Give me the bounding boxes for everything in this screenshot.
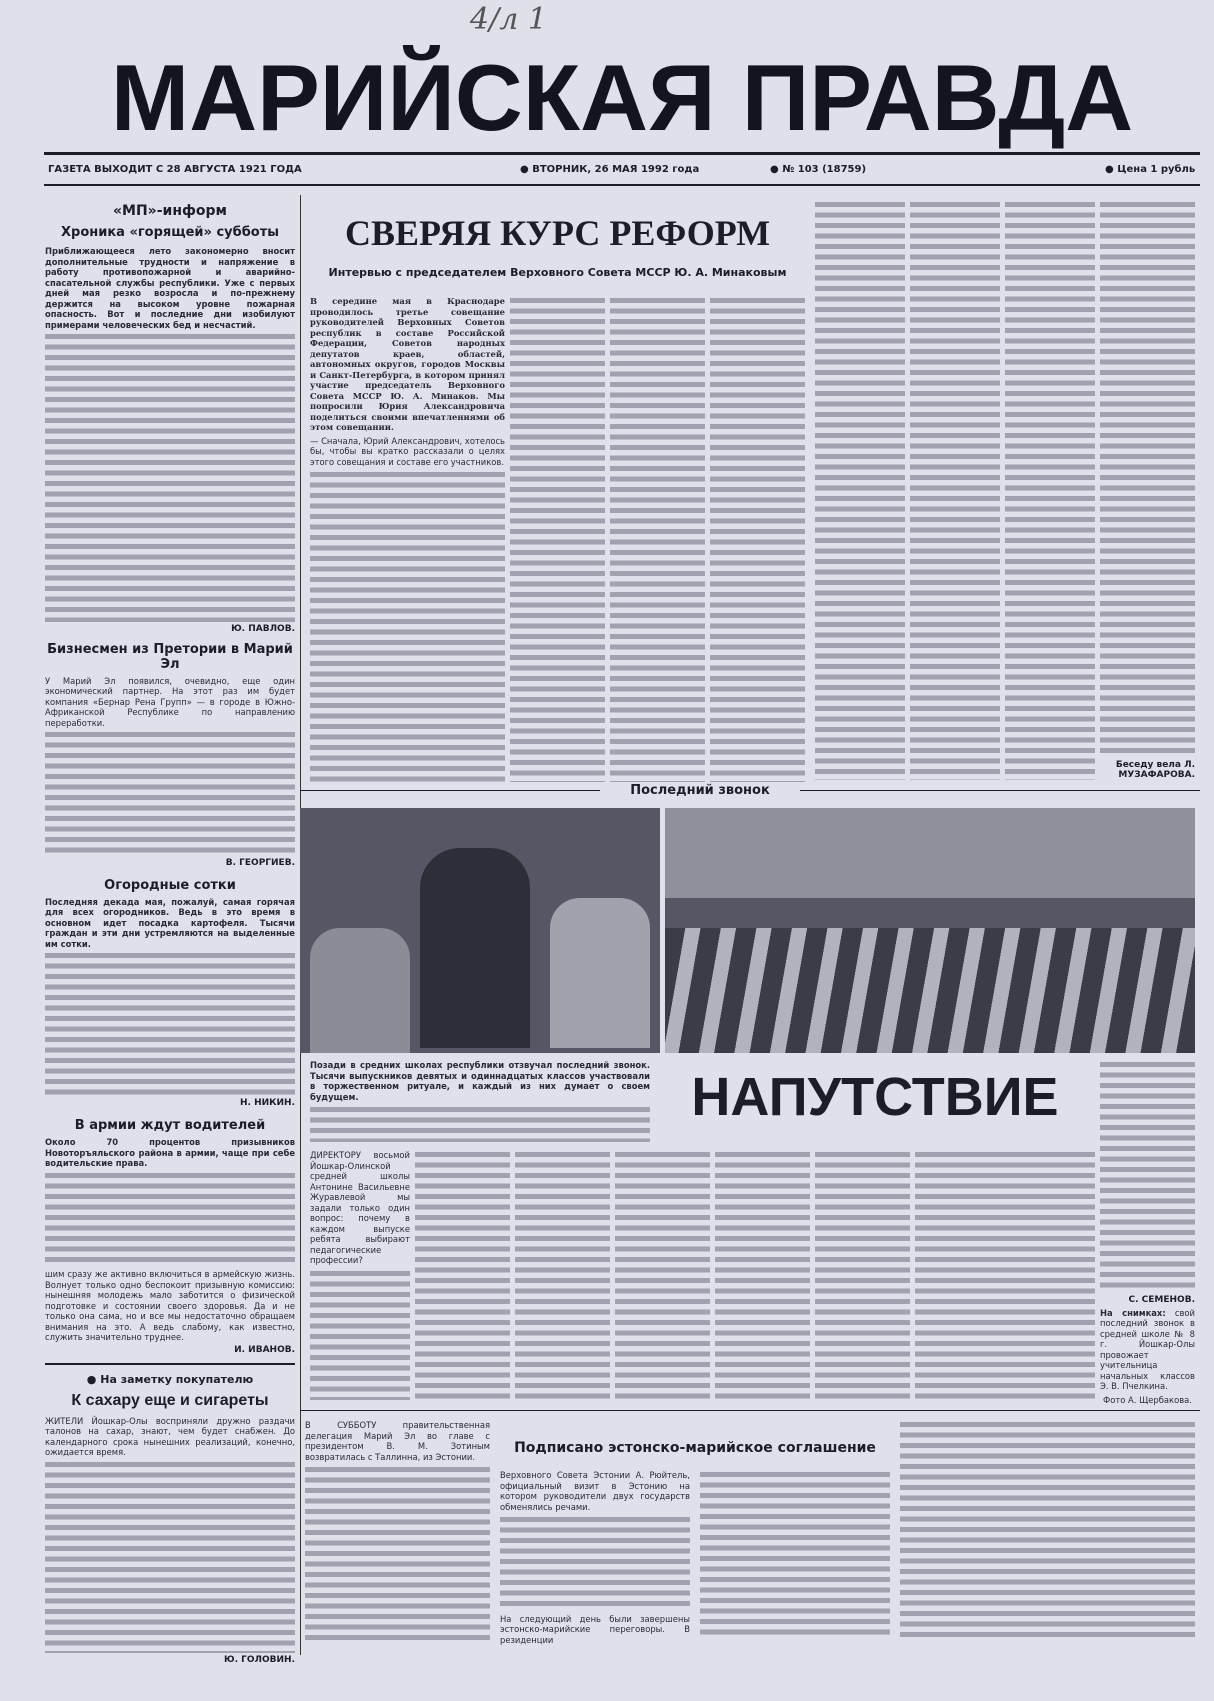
masthead-title: МАРИЙСКАЯ ПРАВДА: [110, 45, 1134, 150]
naputstvie-lead: ДИРЕКТОРУ восьмой Йошкар-Олинской средней школы Антонине Васильевне Журавлевой мы задали только один вопрос: почему в каждом выпуске ребята выбирают педагогические профессии?: [310, 1150, 410, 1265]
byline: С. СЕМЕНОВ.: [1128, 1294, 1195, 1305]
price: Цена 1 рубль: [1117, 164, 1196, 175]
agreement-lead: Верховного Совета Эстонии А. Рюйтель, официальный визит в Эстонию на котором руководители двух государств обменялись речами.: [500, 1470, 690, 1512]
interview-lead: В середине мая в Краснодаре проводилось третье совещание руководителей Верховных Советов республик в составе Российской Федерации, Советов народных депутатов краев, областей, автономных округов, городов Москвы и Санкт-Петербурга, в котором принял участие председатель Верховного Совета МССР Ю. А. Минаков. Мы попросили Юрия Александровича поделиться своими впечатлениями об этом совещании.: [310, 296, 505, 432]
divider: [44, 152, 1200, 155]
naputstvie-intro: Позади в средних школах республики отзвучал последний звонок. Тысячи выпускников девятых и одиннадцатых классов участвовали в торжественном ритуале, и каждый из них думает о своем будущем.: [310, 1060, 650, 1102]
headline: Огородные сотки: [104, 877, 236, 893]
naputstvie-headline: НАПУТСТВИЕ: [691, 1067, 1059, 1127]
byline: Ю. ПАВЛОВ.: [231, 623, 295, 634]
interview-question: — Сначала, Юрий Александрович, хотелось бы, чтобы вы кратко рассказали о целях этого совещания и составе его участников.: [310, 435, 505, 467]
byline: В. ГЕОРГИЕВ.: [225, 857, 295, 868]
delegation-text: В СУББОТУ правительственная делегация Марий Эл во главе с президентом В. М. Зотиным возвратилась с Таллинна, из Эстонии.: [305, 1420, 490, 1462]
caption-label: На снимках:: [1100, 1307, 1166, 1318]
article-lead: ЖИТЕЛИ Йошкар-Олы восприняли дружно раздачи талонов на сахар, знают, чем будет снабжен. До календарного срока нынешних реализаций, конечно, ожидается время.: [45, 1415, 295, 1458]
byline: Н. НИКИН.: [240, 1098, 295, 1109]
left-column: «МП»-информ Хроника «горящей» субботы Приближающееся лето закономерно вносит дополнительные трудности и напряжение в работу противопожарной и аварийно-спасательной службы республики. Уже с первых дней мая резко возросла и по-прежнему держится на высоком уровне пожарная опасность. Вот и последние дни изобилуют примерами человеческих бед и несчастий. Ю. ПАВЛОВ. Бизнесмен из Претории в Марий Эл У Марий Эл появился, очевидно, еще один экономический партнер. На этот раз им будет компания «Бернар Рена Групп» — в городе в Южно-Африканской Республике по направлению переработки. В. ГЕОРГИЕВ. Огородные сотки Последняя декада мая, пожалуй, самая горячая для всех огородников. Ведь в это время в основном идет посадка картофеля. Тысячи граждан и эти дни устремляются на выделенные им сотки. Н. НИКИН. В армии ждут водителей Около 70 процентов призывников Новоторъяльского района в армии, чаще при себе водительские права. шим сразу же активно включиться в армейскую жизнь. Волнует только одно беспокоит призывную комиссию: нынешняя молодежь мало заботится о физической подготовке и состоянии своего здоровья. Да и не только она сама, но и все мы недостаточно обращаем внимания на это. А ведь слабому, как известно, служить значительно труднее. И. ИВАНОВ. ● На заметку покупателю К сахару еще и сигареты ЖИТЕЛИ Йошкар-Олы восприняли дружно раздачи талонов на сахар, знают, чем будет снабжен. До календарного срока нынешних реализаций, конечно, ожидается время. Ю. ГОЛОВИН.: [45, 203, 295, 1665]
rubric-mp-inform: «МП»-информ: [112, 203, 227, 219]
rubric-last-bell: Последний звонок: [600, 783, 800, 798]
headline: Хроника «горящей» субботы: [60, 225, 280, 240]
agreement-text: На следующий день были завершены эстонско-марийские переговоры. В резиденции: [500, 1613, 690, 1645]
main-headline: СВЕРЯЯ КУРС РЕФОРМ: [344, 213, 771, 253]
article-lead: Приближающееся лето закономерно вносит дополнительные трудности и напряжение в работу противопожарной и аварийно-спасательной службы республики. Уже с первых дней мая резко возросла и по-прежнему держится на высоком уровне пожарная опасность. Вот и последние дни изобилуют примерами человеческих бед и несчастий.: [45, 246, 295, 330]
rubric-buyer-note: На заметку покупателю: [100, 1372, 254, 1386]
headline: К сахару еще и сигареты: [71, 1391, 269, 1409]
main-subtitle: Интервью с председателем Верховного Совета МССР Ю. А. Минаковым: [328, 266, 787, 279]
photo-teacher-students: [300, 808, 660, 1053]
byline: И. ИВАНОВ.: [234, 1344, 295, 1355]
article-lead: Около 70 процентов призывников Новоторъяльского района в армии, чаще при себе водительские права.: [45, 1137, 295, 1169]
article-lead: У Марий Эл появился, очевидно, еще один экономический партнер. На этот раз им будет компания «Бернар Рена Групп» — в городе в Южно-Африканской Республике по направлению переработки.: [45, 675, 295, 728]
issue-date: ВТОРНИК, 26 МАЯ 1992 года: [532, 164, 700, 175]
article-lead: Последняя декада мая, пожалуй, самая горячая для всех огородников. Ведь в это время в основном идет посадка картофеля. Тысячи граждан и эти дни устремляются на выделенные им сотки.: [45, 896, 295, 949]
issue-number: № 103 (18759): [782, 164, 867, 175]
headline: Бизнесмен из Претории в Марий Эл: [47, 641, 293, 672]
photo-classroom: [665, 808, 1195, 1053]
handwritten-note: 4/л 1: [470, 2, 547, 37]
article-text: шим сразу же активно включиться в армейскую жизнь. Волнует только одно беспокоит призывную комиссию: нынешняя молодежь мало заботится о физической подготовке и состоянии своего здоровья. Да и не только она сама, но и все мы недостаточно обращаем внимания на это. А ведь слабому, как известно, служить значительно труднее.: [45, 1269, 295, 1343]
byline: Беседу вела Л. МУЗАФАРОВА.: [1115, 760, 1195, 780]
headline: В армии ждут водителей: [74, 1118, 266, 1134]
divider: [44, 184, 1200, 186]
agreement-headline: Подписано эстонско-марийское соглашение: [514, 1440, 876, 1456]
byline: Ю. ГОЛОВИН.: [224, 1655, 295, 1665]
photo-credit: Фото А. Щербакова.: [1103, 1394, 1192, 1405]
photo-caption: свой последний звонок в средней школе № 8 г. Йошкар-Олы провожает учительница начальных классов Э. В. Пчелкина.: [1100, 1307, 1195, 1391]
founded-line: ГАЗЕТА ВЫХОДИТ С 28 АВГУСТА 1921 ГОДА: [48, 164, 302, 175]
